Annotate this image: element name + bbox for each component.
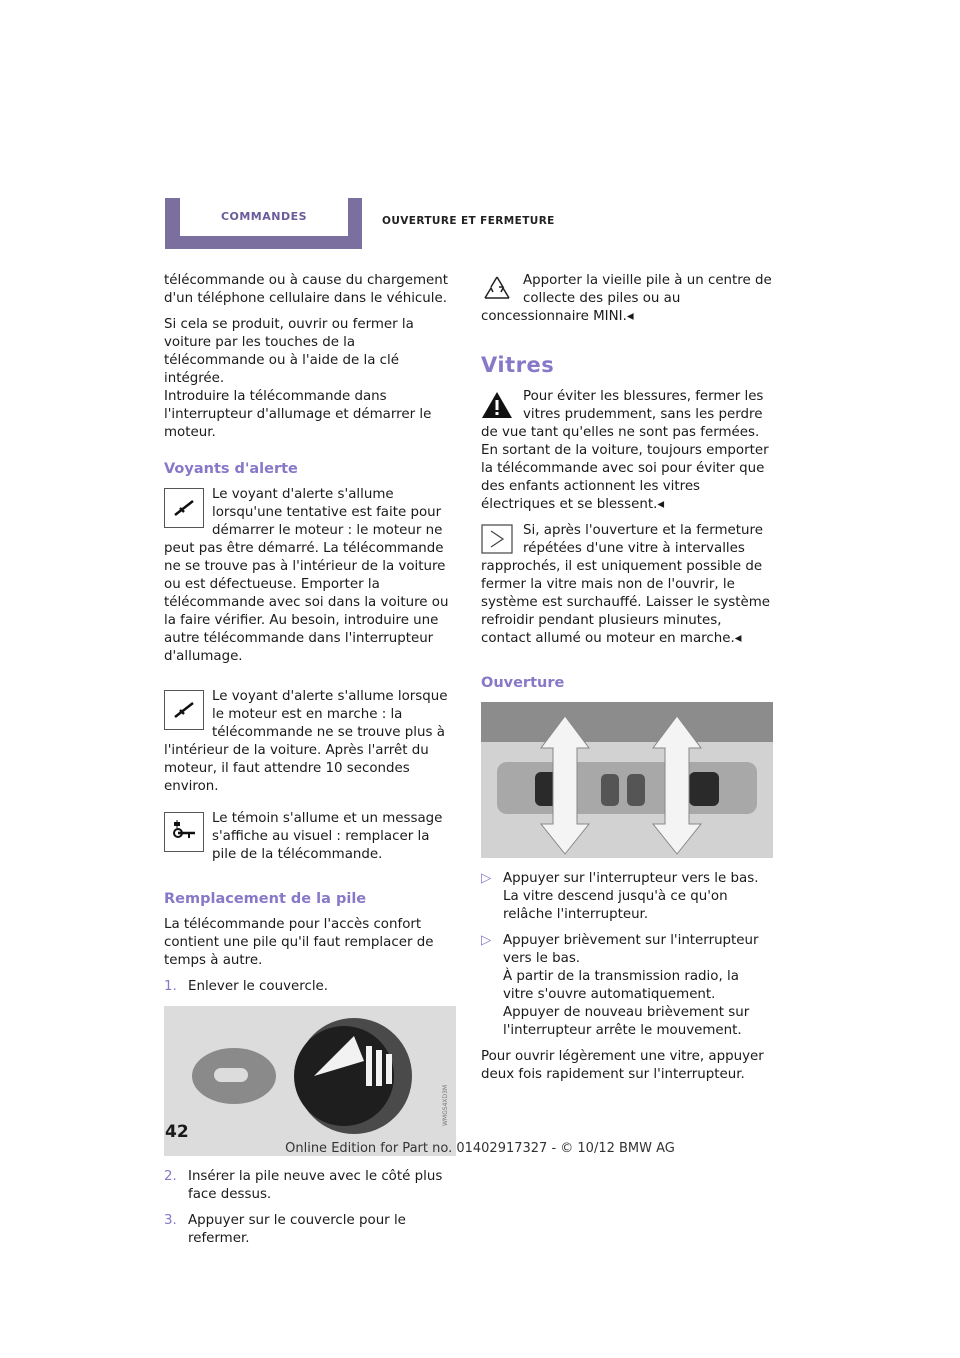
paragraph-text: Si cela se produit, ouvrir ou fermer la voiture par les touches de la télécommande ou à l'aide de la clé intégrée. xyxy=(164,317,414,386)
key-warning-icon xyxy=(164,488,204,528)
bullet-text: Appuyer brièvement sur l'interrupteur vers le bas. xyxy=(503,933,759,966)
list-item xyxy=(164,1168,456,1204)
paragraph: Pour ouvrir légèrement une vitre, appuyer deux fois rapidement sur l'interrupteur. xyxy=(481,1049,764,1082)
heading-battery-replacement: Remplacement de la pile xyxy=(164,891,367,907)
paragraph-text: Apporter la vieille pile à un centre de collecte des piles ou au concessionnaire MINI. xyxy=(481,273,772,324)
paragraph xyxy=(481,272,773,326)
steps-list-b xyxy=(164,1168,456,1248)
step-number: 3. xyxy=(164,1213,177,1228)
step-text: Appuyer sur le couvercle pour le refermer. xyxy=(188,1213,406,1246)
heading-opening: Ouverture xyxy=(481,675,565,691)
list-item xyxy=(481,932,773,1040)
paragraph-text: Si, après l'ouverture et la fermeture répétées d'une vitre à intervalles rapprochés, il est uniquement possible de fermer la vitre mais non de l'ouvrir, le système est surchauffé. Laisser le système refroidir pendant plusieurs minutes, contact allumé ou moteur en marche. xyxy=(481,523,771,646)
section-title: OUVERTURE ET FERMETURE xyxy=(382,215,555,227)
end-mark: ◂ xyxy=(734,631,742,646)
paragraph-text: Pour éviter les blessures, fermer les vitres prudemment, sans les perdre de vue tant qu'elles ne sont pas fermées. xyxy=(481,389,764,440)
paragraph xyxy=(481,522,773,648)
bullet-text: Appuyer sur l'interrupteur vers le bas. xyxy=(503,871,759,886)
end-mark: ◂ xyxy=(626,309,634,324)
paragraph-text: En sortant de la voiture, toujours emporter la télécommande avec soi pour éviter que des enfants actionnent les vitres électriques et se blessent. xyxy=(481,443,769,512)
left-column xyxy=(164,272,456,1256)
remote-key-image xyxy=(164,1006,456,1156)
recycle-note xyxy=(481,272,773,334)
step-text: Enlever le couvercle. xyxy=(188,979,329,994)
list-item xyxy=(481,870,773,924)
chapter-title: COMMANDES xyxy=(180,198,348,236)
right-column xyxy=(481,272,773,1092)
paragraph: télécommande ou à cause du chargement d'un téléphone cellulaire dans le véhicule. xyxy=(164,273,449,306)
footer-edition: Online Edition for Part no. 01402917327 - © 10/12 BMW AG xyxy=(285,1141,675,1156)
bullet-arrow-icon: ▷ xyxy=(481,933,492,948)
heading-warning-lights: Voyants d'alerte xyxy=(164,461,298,477)
bullet-arrow-icon: ▷ xyxy=(481,871,492,886)
end-mark: ◂ xyxy=(657,497,665,512)
caution-note xyxy=(481,388,773,522)
list-item xyxy=(164,1212,456,1248)
window-switches-image xyxy=(481,702,773,858)
warning-triangle-icon xyxy=(481,390,513,420)
key-battery-icon xyxy=(164,812,204,852)
heading-windows: Vitres xyxy=(481,353,555,377)
note-arrow-icon xyxy=(481,524,513,554)
paragraph xyxy=(164,316,456,442)
step-number: 1. xyxy=(164,979,177,994)
paragraph xyxy=(481,388,773,514)
recycle-icon xyxy=(481,274,513,304)
step-text: Insérer la pile neuve avec le côté plus face dessus. xyxy=(188,1169,443,1202)
paragraph: Le voyant d'alerte s'allume lorsqu'une tentative est faite pour démarrer le moteur : le moteur ne peut pas être démarré. La télécommande ne se trouve pas à l'intérieur de la voiture ou est défectueuse. Emporter la télécommande avec soi dans la voiture ou la faire vérifier. Au besoin, introduire une autre télécommande dans l'interrupteur d'allumage. xyxy=(164,487,449,664)
paragraph-text: Introduire la télécommande dans l'interrupteur d'allumage et démarrer le moteur. xyxy=(164,389,432,440)
warning-light-3 xyxy=(164,810,456,872)
bullet-subtext: À partir de la transmission radio, la vitre s'ouvre automatiquement. Appuyer de nouveau brièvement sur l'interrupteur arrête le mouvement. xyxy=(503,969,750,1038)
key-warning-icon xyxy=(164,690,204,730)
steps-list-a xyxy=(164,978,456,996)
paragraph: Le voyant d'alerte s'allume lorsque le moteur est en marche : la télécommande ne se trouve plus à l'intérieur de la voiture. Après l'arrêt du moteur, il faut attendre 10 secondes environ. xyxy=(164,689,448,794)
info-note xyxy=(481,522,773,656)
paragraph: Le témoin s'allume et un message s'affiche au visuel : remplacer la pile de la télécommande. xyxy=(212,811,443,862)
bullet-subtext: La vitre descend jusqu'à ce qu'on relâche l'interrupteur. xyxy=(503,889,728,922)
paragraph: La télécommande pour l'accès confort contient une pile qu'il faut remplacer de temps à autre. xyxy=(164,917,434,968)
list-item xyxy=(164,978,456,996)
step-number: 2. xyxy=(164,1169,177,1184)
opening-steps xyxy=(481,870,773,1040)
page-number: 42 xyxy=(165,1122,189,1142)
image-code: WMGS4XD3M xyxy=(442,1084,449,1126)
warning-light-2 xyxy=(164,688,456,804)
warning-light-1 xyxy=(164,486,456,674)
